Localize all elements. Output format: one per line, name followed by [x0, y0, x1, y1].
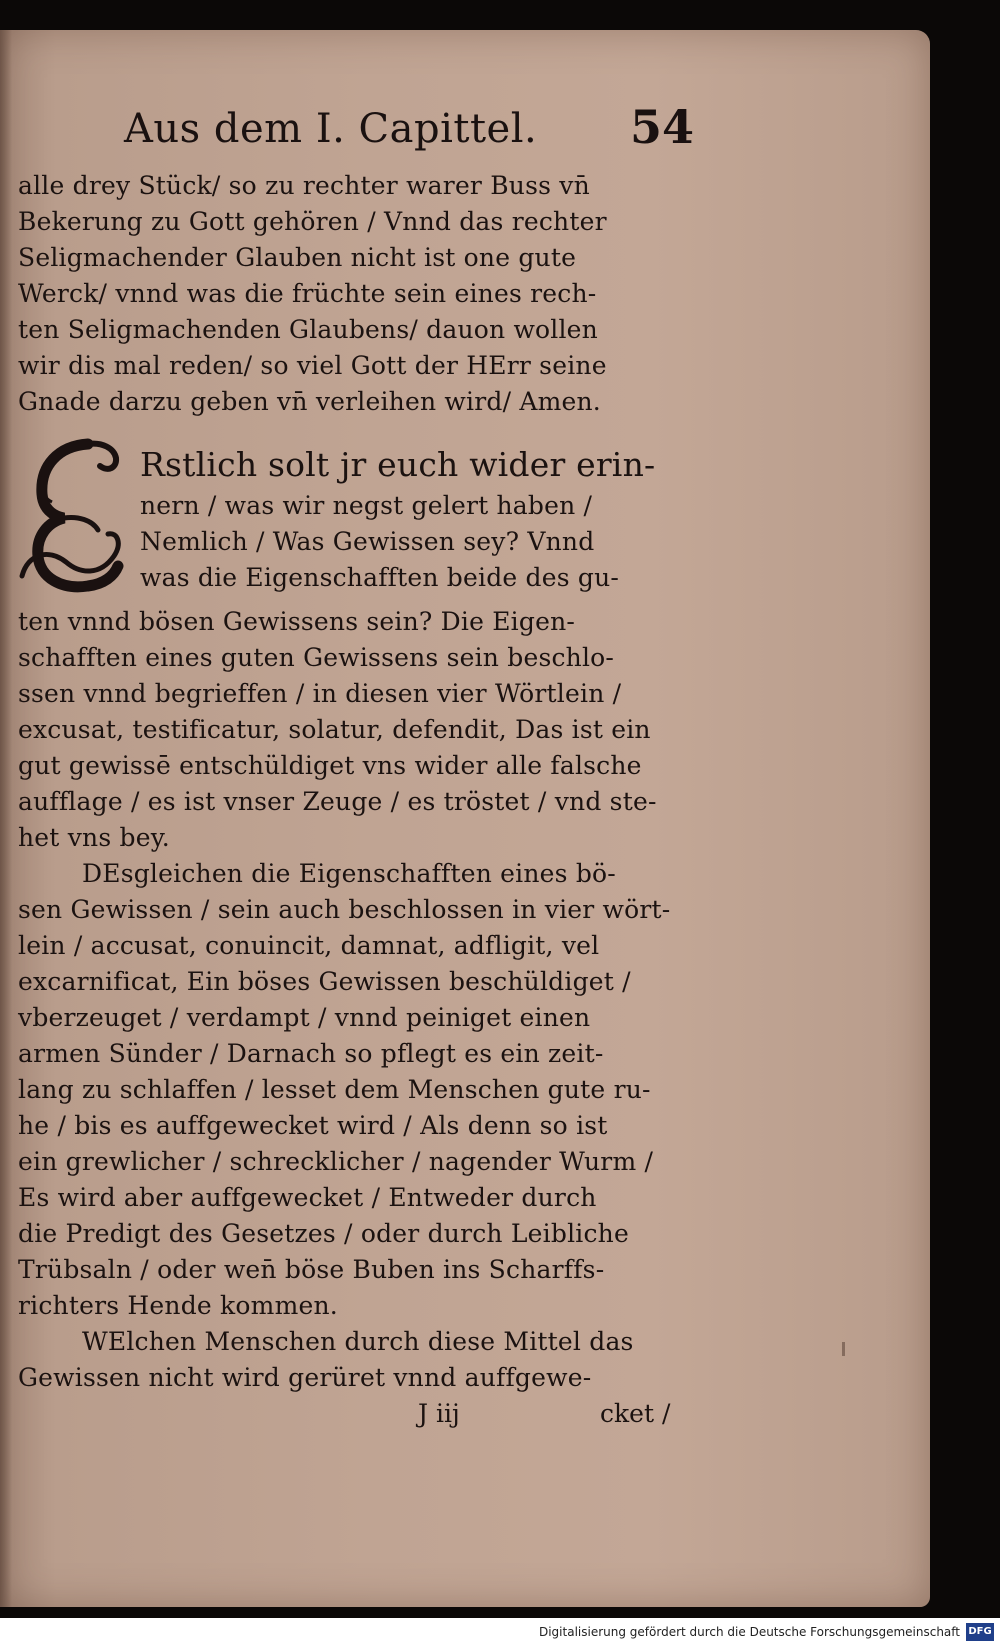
text-line: lein / accusat, conuincit, damnat, adfligit, vel	[18, 931, 600, 960]
text-line: Gnade darzu geben vn̄ verleihen wird/ Amen.	[18, 387, 601, 416]
margin-mark	[842, 1342, 845, 1356]
signature-mark: J iij	[418, 1399, 460, 1428]
decorated-initial-e-icon	[18, 436, 128, 596]
text-line: Bekerung zu Gott gehören / Vnnd das rechter	[18, 207, 607, 236]
page-body-text	[18, 168, 698, 1436]
text-line: Trübsaln / oder wen̄ böse Buben ins Scharffs-	[18, 1255, 605, 1284]
text-line: ten vnnd bösen Gewissens sein? Die Eigen-	[18, 607, 576, 636]
running-head-title: Aus dem I. Capittel.	[124, 106, 538, 152]
text-line: Gewissen nicht wird gerüret vnnd auffgewe-	[18, 1363, 592, 1392]
text-line: WElchen Menschen durch diese Mittel das	[82, 1327, 634, 1356]
text-line: aufflage / es ist vnser Zeuge / es tröstet / vnd ste-	[18, 787, 657, 816]
funding-credit: Digitalisierung gefördert durch die Deutsche Forschungsgemeinschaft	[538, 1625, 960, 1639]
text-line: Seligmachender Glauben nicht ist one gute	[18, 243, 577, 272]
text-line: armen Sünder / Darnach so pflegt es ein zeit-	[18, 1039, 604, 1068]
paragraph-4	[18, 1324, 698, 1396]
paragraph-3	[18, 856, 698, 1324]
text-line: nern / was wir negst gelert haben /	[140, 491, 593, 520]
text-line: ssen vnnd begrieffen / in diesen vier Wörtlein /	[18, 679, 622, 708]
text-line: he / bis es auffgewecket wird / Als denn so ist	[18, 1111, 608, 1140]
text-line: excarnificat, Ein böses Gewissen beschüldiget /	[18, 967, 631, 996]
text-line: Es wird aber auffgewecket / Entweder durch	[18, 1183, 597, 1212]
text-line: vberzeuget / verdampt / vnnd peiniget einen	[18, 1003, 591, 1032]
paragraph-2-opening	[18, 442, 698, 604]
page-gutter-shadow	[0, 30, 12, 1607]
paragraph-2-continued	[18, 604, 698, 856]
text-line: richters Hende kommen.	[18, 1291, 338, 1320]
page-number: 54	[629, 100, 694, 154]
text-line: ten Seligmachenden Glaubens/ dauon wollen	[18, 315, 598, 344]
text-line: het vns bey.	[18, 823, 170, 852]
catchword: cket /	[600, 1399, 671, 1428]
text-line: lang zu schlaffen / lesset dem Menschen gute ru-	[18, 1075, 651, 1104]
text-line: sen Gewissen / sein auch beschlossen in vier wört-	[18, 895, 671, 924]
digitization-footer	[0, 1618, 1000, 1648]
text-line: alle drey Stück/ so zu rechter warer Buss vn̄	[18, 171, 590, 200]
text-line: wir dis mal reden/ so viel Gott der HErr seine	[18, 351, 607, 380]
text-line: Nemlich / Was Gewissen sey? Vnnd	[140, 527, 595, 556]
text-line: DEsgleichen die Eigenschafften eines bö-	[82, 859, 616, 888]
running-head	[124, 100, 694, 160]
dfg-logo[interactable]: DFG	[966, 1623, 994, 1641]
text-line: excusat, testificatur, solatur, defendit, Das ist ein	[18, 715, 651, 744]
text-line: gut gewissē entschüldiget vns wider alle falsche	[18, 751, 642, 780]
text-line: Rstlich solt jr euch wider erin-	[140, 445, 656, 484]
text-line: die Predigt des Gesetzes / oder durch Leibliche	[18, 1219, 629, 1248]
text-line: ein grewlicher / schrecklicher / nagender Wurm /	[18, 1147, 654, 1176]
paragraph-1	[18, 168, 698, 420]
page-foot	[18, 1396, 698, 1436]
text-line: Werck/ vnnd was die früchte sein eines rech-	[18, 279, 597, 308]
text-line: was die Eigenschafften beide des gu-	[140, 563, 620, 592]
text-line: schafften eines guten Gewissens sein beschlo-	[18, 643, 615, 672]
